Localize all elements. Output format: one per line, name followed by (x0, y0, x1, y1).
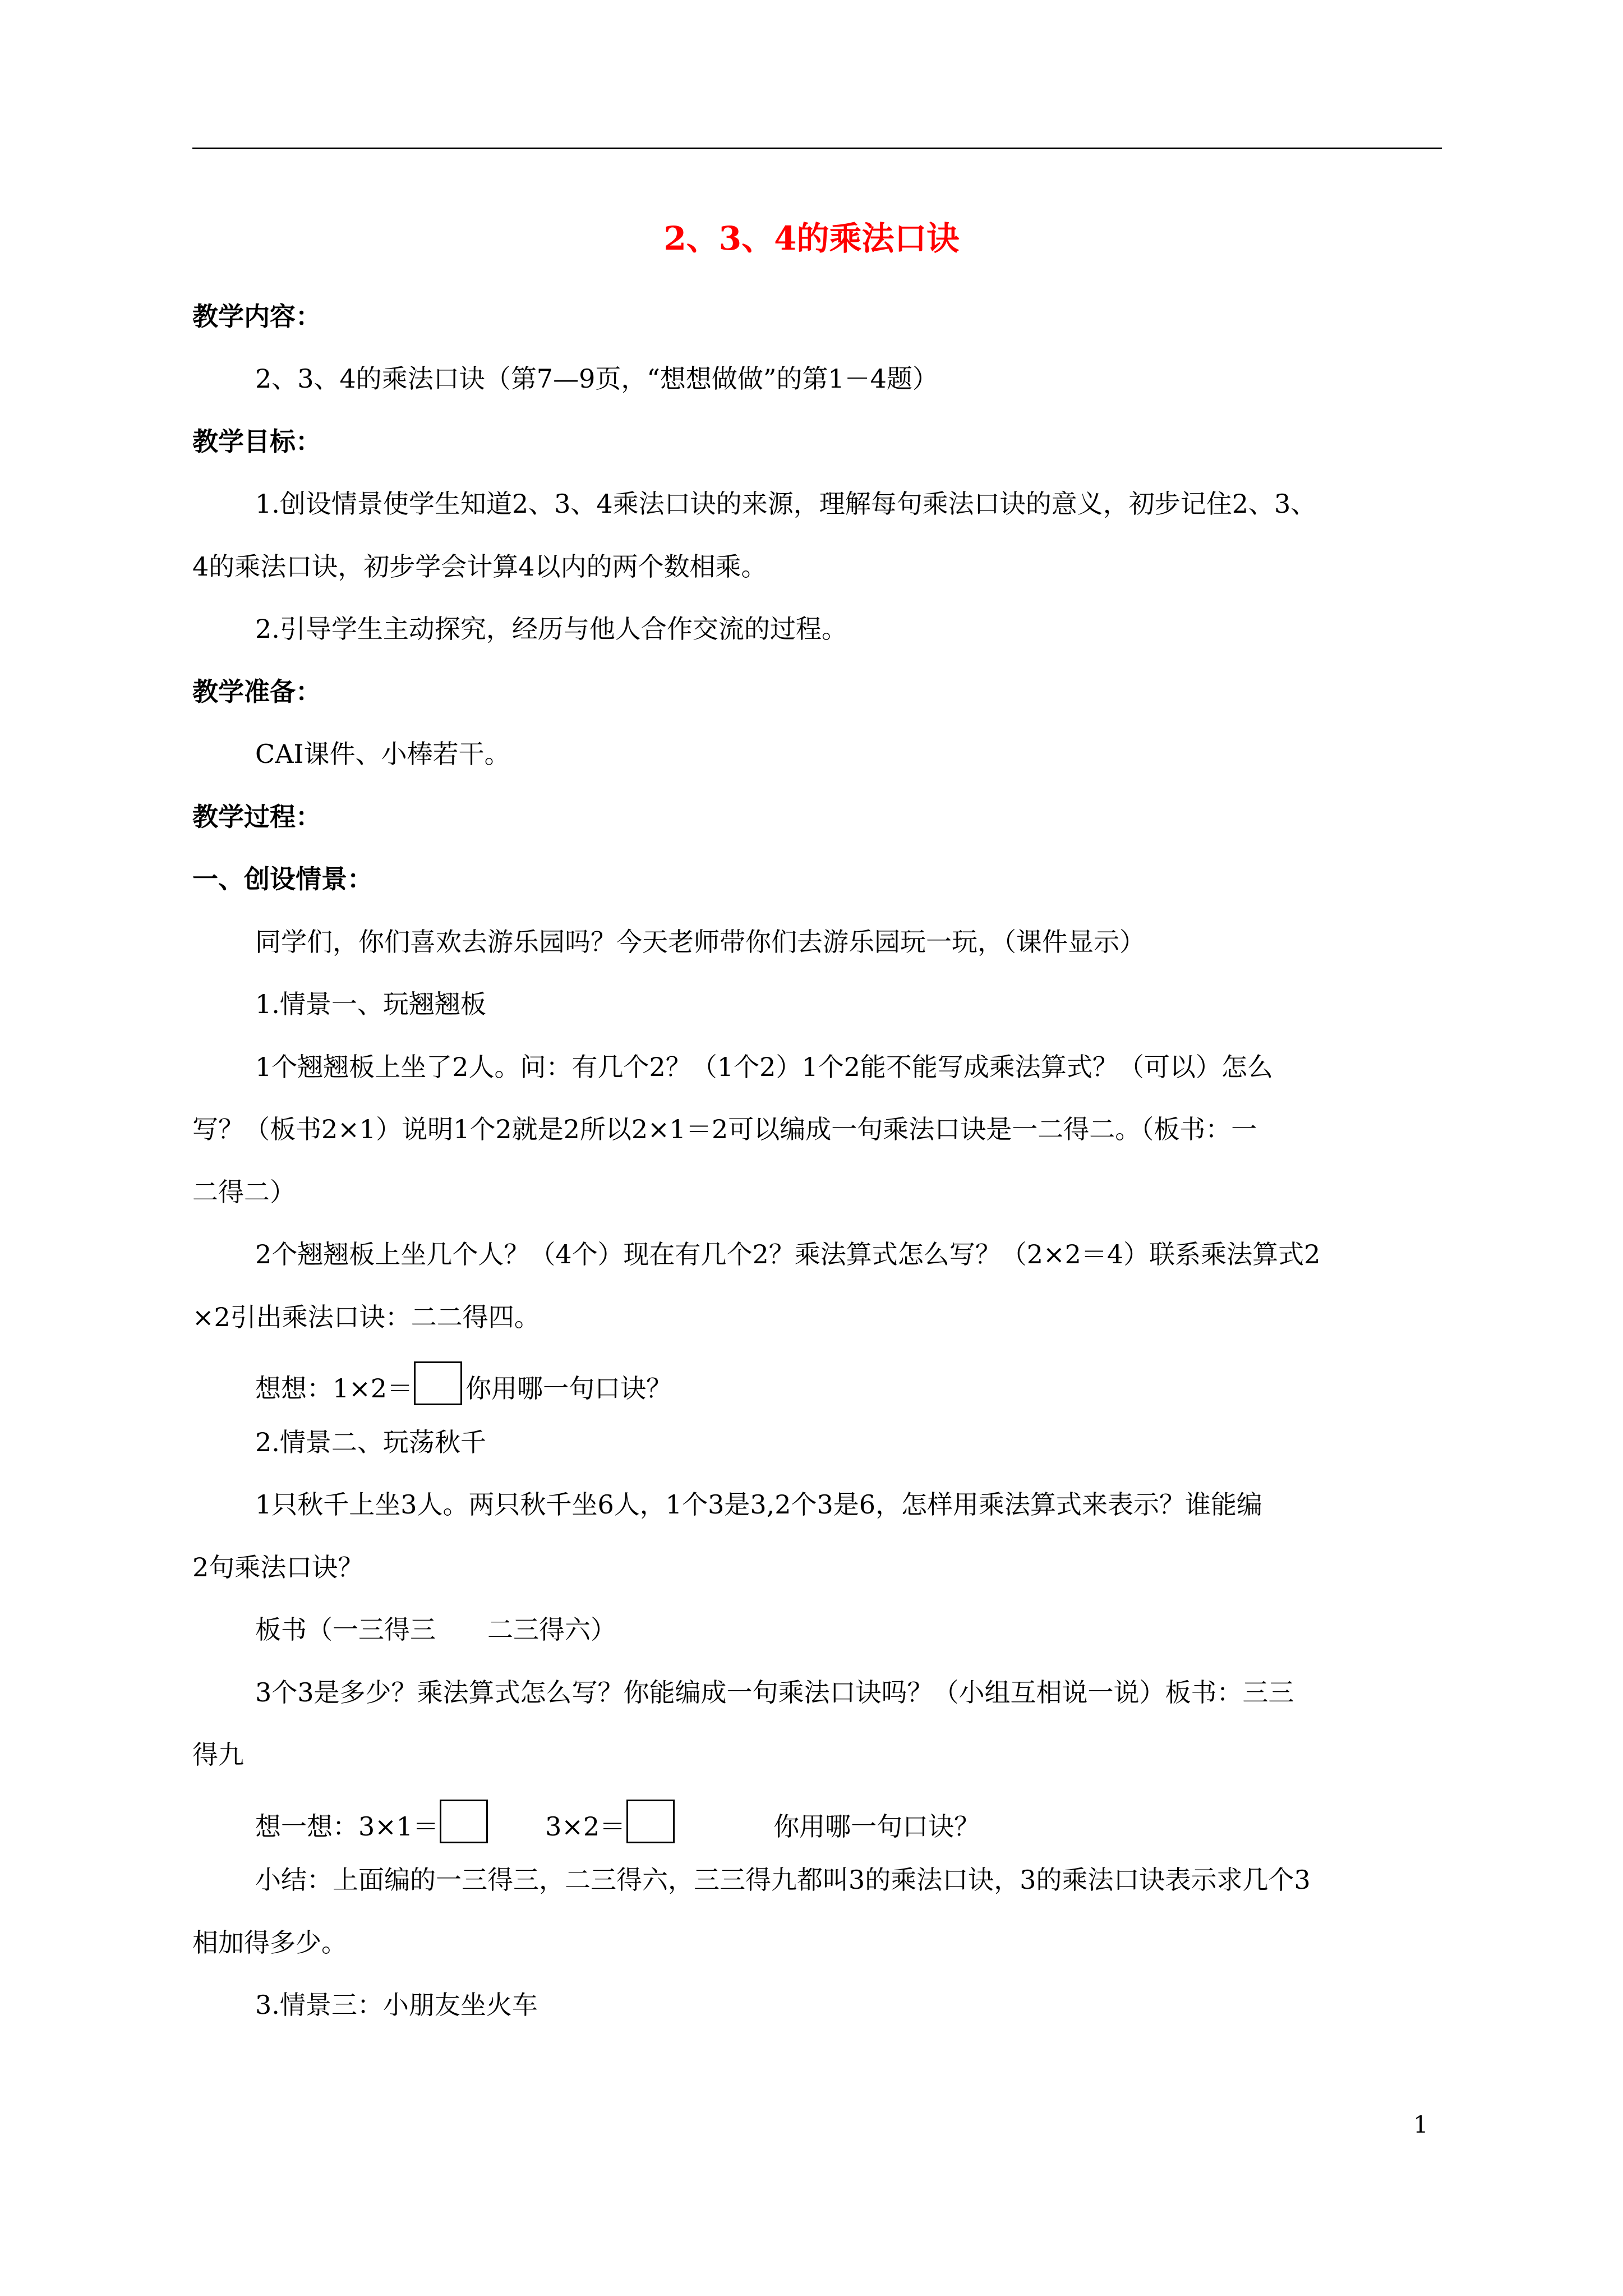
heading-teaching-goals: 教学目标： (192, 426, 321, 457)
heading-teaching-content: 教学内容： (192, 301, 321, 332)
think-question-1 (255, 1361, 672, 1406)
goal-2: 2.引导学生主动探究，经历与他人合作交流的过程。 (255, 614, 847, 644)
answer-box (626, 1800, 675, 1843)
think-2-equation-1: 想一想：3×1＝ (255, 1811, 439, 1842)
heading-teaching-prep: 教学准备： (192, 677, 321, 707)
heading-section-1: 一、创设情景： (192, 864, 373, 894)
paragraph-2-line-1: 2个翘翘板上坐几个人？（4个）现在有几个2？乘法算式怎么写？（2×2＝4）联系乘法算式2 (255, 1239, 1321, 1269)
think-2-equation-2: 3×2＝ (545, 1811, 626, 1842)
teaching-prep-text: CAI课件、小棒若干。 (255, 739, 510, 769)
paragraph-1-line-1: 1个翘翘板上坐了2人。问：有几个2？（1个2）1个2能不能写成乘法算式？（可以）怎么 (255, 1052, 1273, 1082)
think-1-equation: 想想：1×2＝ (255, 1373, 413, 1404)
paragraph-3-line-1: 1只秋千上坐3人。两只秋千坐6人，1个3是3,2个3是6，怎样用乘法算式来表示？谁能编 (255, 1489, 1263, 1520)
board-writing: 板书（一三得三 二三得六） (255, 1614, 616, 1645)
heading-teaching-process: 教学过程： (192, 802, 321, 832)
think-2-question: 你用哪一句口诀？ (773, 1811, 980, 1842)
paragraph-3-line-2: 2句乘法口诀？ (192, 1552, 364, 1582)
goal-1-line-1: 1.创设情景使学生知道2、3、4乘法口诀的来源，理解每句乘法口诀的意义，初步记住2、3、 (255, 489, 1317, 519)
scene-1-title: 1.情景一、玩翘翘板 (255, 989, 486, 1019)
answer-box (414, 1361, 462, 1405)
think-1-question: 你用哪一句口诀？ (465, 1373, 672, 1404)
scene-3-title: 3.情景三：小朋友坐火车 (255, 1990, 538, 2020)
page-title: 2、3、4的乘法口诀 (663, 219, 960, 257)
summary-line-1: 小结：上面编的一三得三，二三得六，三三得九都叫3的乘法口诀，3的乘法口诀表示求几个3 (255, 1865, 1311, 1895)
paragraph-4-line-2: 得九 (192, 1740, 244, 1770)
think-question-2 (255, 1800, 980, 1844)
scene-2-title: 2.情景二、玩荡秋千 (255, 1427, 486, 1457)
paragraph-4-line-1: 3个3是多少？乘法算式怎么写？你能编成一句乘法口诀吗？（小组互相说一说）板书：三三 (255, 1677, 1294, 1708)
summary-line-2: 相加得多少。 (192, 1927, 347, 1958)
header-rule (192, 148, 1442, 149)
intro-paragraph: 同学们，你们喜欢去游乐园吗？今天老师带你们去游乐园玩一玩，（课件显示） (255, 927, 1145, 957)
paragraph-1-line-3: 二得二） (192, 1177, 296, 1207)
paragraph-1-line-2: 写？（板书2×1）说明1个2就是2所以2×1＝2可以编成一句乘法口诀是一二得二。（板书：一 (192, 1114, 1257, 1144)
teaching-content-text: 2、3、4的乘法口诀（第7—9页，“想想做做”的第1－4题） (255, 364, 938, 394)
answer-box (440, 1800, 488, 1843)
goal-1-line-2: 4的乘法口诀，初步学会计算4以内的两个数相乘。 (192, 551, 767, 582)
paragraph-2-line-2: ×2引出乘法口诀：二二得四。 (192, 1302, 540, 1332)
page-number: 1 (1413, 2111, 1428, 2138)
